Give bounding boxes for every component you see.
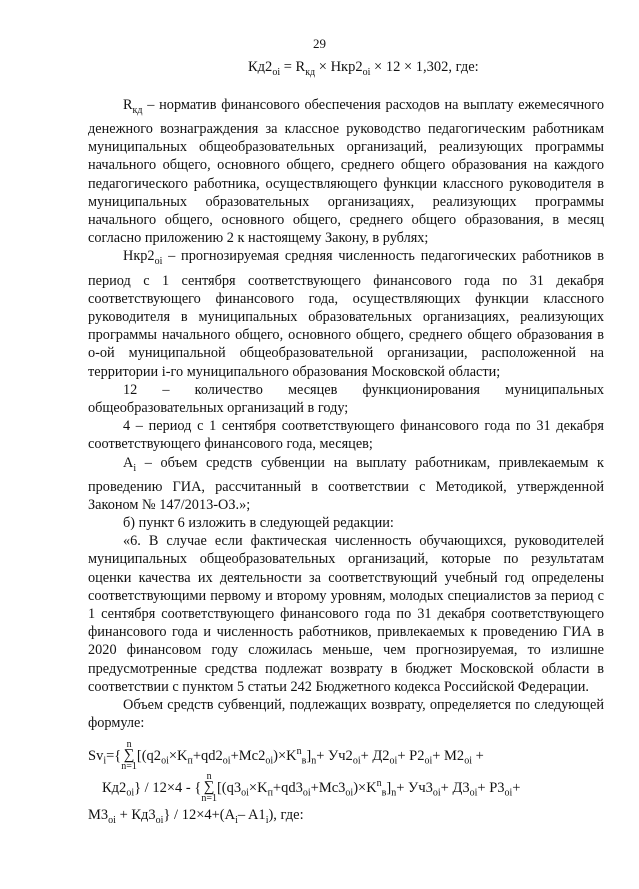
paragraph-rkd: $R_{кд}$ – норматив финансового обеспечения расходов на выплату ежемесячного денежного вознаграждения за классное руководство педагогическим работникам муниципальных общеобразовательных организаций, реализующих программы начального общего, основного общего, среднего общего образования на каждого педагогического работника, осуществляющего функции классного руководителя в муниципальных образовательных организациях, реализующих программы начального общего, основного общего, среднего общего образования, в месяц согласно приложению 2 к настоящему Закону, в рублях; [88,97,604,247]
paragraph-item-b: б) пункт 6 изложить в следующей редакции: [123,515,394,532]
document-body [88,96,604,732]
page-number: 29 [313,36,326,51]
paragraph-volume: Объем средств субвенций, подлежащих возврату, определяется по следующей формуле: [88,697,604,732]
formula-sv [88,741,608,832]
paragraph-period: 4 – период с 1 сентября соответствующего финансового года по 31 декабря соответствующего финансового года, месяцев; [88,418,604,453]
formula-line: $М3_{oi} + Кд3_{oi}\} / 12\times 4+(A_i-$ $A1_i$), где: [88,807,304,827]
formula-line: $Кд2_{oi}\} / 12\times 4 - \{n$ ∑ $n=1[(q3_{oi}\times K_п+qd3_{oi}+Mc3_{oi})\times K^n_в]_n+ Уч3_{oi}+ Д3_{oi}+ Р3_{oi}+$ [102,770,521,804]
paragraph-nkr2: $Нкр2_{оi}$ – прогнозируемая средняя численность педагогических работников в период с 1 сентября соответствующего финансового года по 31 декабря соответствующего финансового года, осуществляющих функции классного руководителя в муниципальных образовательных организациях, реализующих программы начального общего, основного общего, среднего общего образования в о-ой муниципальной общеобразовательной организации, расположенной на территории i-го муниципального образования Московской области; [88,248,604,380]
paragraph-item-6: «6. В случае если фактическая численность обучающихся, руководителей муниципальных общеобразовательных организаций, которые по результатам оценки качества их деятельности за соответствующий учебный год определены соответствующими первому и второму уровням, молодых специалистов за период с 1 сентября соответствующего финансового года по 31 декабря соответствующего финансового года и численность работников, привлекаемых к проведению ГИА в 2020 финансовом году сложилась меньше, чем прогнозируемая, то излишне предусмотренные средства подлежат возврату в бюджет Московской области в соответствии с пунктом 5 статьи 242 Бюджетного кодекса Российской Федерации. [88,533,604,695]
paragraph-months: 12 – количество месяцев функционирования муниципальных общеобразовательных организаций в году; [88,381,604,416]
formula-kd2: $Кд2_{оi} = R_{кд} \times Нкр2_{оi} \times 12 \times 1,302$, где: [248,59,479,78]
paragraph-ai: $A_i$ – объем средств субвенции на выплату работникам, привлекаемым к проведению ГИА, рассчитанный в соответствии с Методикой, утвержденной Законом № 147/2013-ОЗ.»; [88,454,604,513]
formula-line: $Sv_i=\{n$ ∑ $n=1[(q2_{oi}\times K_п+qd2_{oi}+Mc2_{oi})\times K^n_в]_n+ Уч2_{oi}+ Д2_{oi}+ Р2_{oi}+ М2_{oi}$ + [88,739,484,772]
